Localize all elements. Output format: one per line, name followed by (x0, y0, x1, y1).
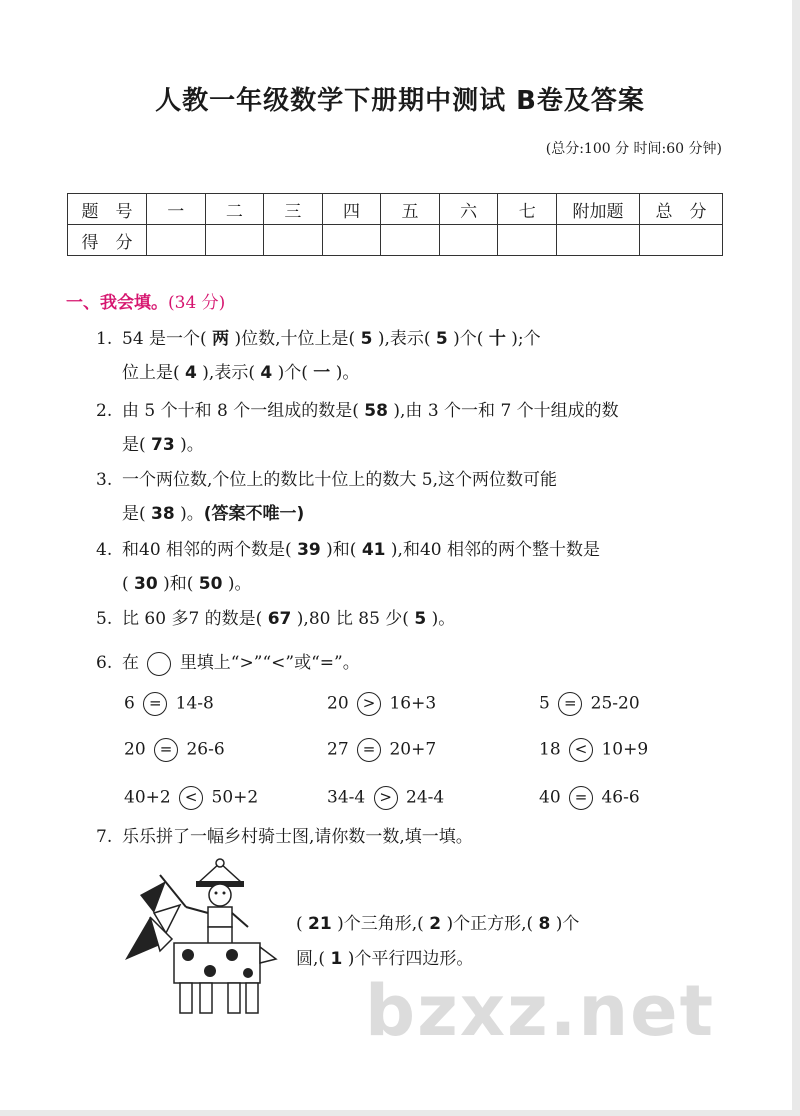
question-text: )个 (555, 914, 580, 934)
comparison-left: 27 (327, 739, 349, 760)
question-text: )。 (335, 363, 360, 383)
comparison-item (124, 738, 225, 762)
answer: 67 (267, 609, 292, 629)
comparison-right: 16+3 (389, 693, 437, 714)
answer: 58 (364, 401, 388, 421)
question-5-line-1 (96, 604, 455, 629)
comparison-sign: > (374, 786, 398, 810)
question-text: 里填上“>”“<”或“=”。 (179, 653, 360, 673)
answer: 十 (488, 329, 506, 349)
comparison-right: 50+2 (211, 787, 259, 808)
answer: 两 (212, 329, 230, 349)
score-cell (205, 225, 264, 256)
question-text: 一个两位数,个位上的数比十位上的数大 5,这个两位数可能 (122, 470, 558, 490)
question-text: ),表示( (202, 363, 255, 383)
answer: 73 (151, 435, 175, 455)
question-1-line-1 (96, 324, 541, 349)
question-text: )。 (227, 574, 252, 594)
section-title: 一、我会填。 (66, 293, 168, 313)
question-7-line-1 (96, 822, 473, 847)
comparison-item (539, 692, 640, 716)
question-text: 位上是( (122, 363, 180, 383)
question-text: 圆,( (296, 949, 326, 969)
answer-note: (答案不唯一) (203, 504, 305, 524)
question-text: )个平行四边形。 (347, 949, 474, 969)
score-cell (640, 225, 723, 256)
question-number: 1. (96, 329, 113, 349)
question-6-line-1 (96, 648, 360, 676)
question-text: ( (122, 574, 129, 594)
answer: 8 (538, 914, 551, 934)
comparison-left: 40 (539, 787, 561, 808)
question-text: )个( (277, 363, 308, 383)
score-cell (147, 225, 206, 256)
answer: 4 (260, 363, 273, 383)
answer: 一 (313, 363, 331, 383)
question-1-line-2 (122, 358, 359, 383)
score-cell: 五 (381, 194, 440, 225)
comparison-left: 34-4 (327, 787, 366, 808)
comparison-item (124, 786, 258, 810)
question-7-line-3 (296, 944, 473, 969)
question-text: )和( (326, 540, 357, 560)
comparison-right: 24-4 (406, 787, 445, 808)
score-table (67, 193, 723, 256)
question-text: )和( (163, 574, 194, 594)
comparison-left: 40+2 (124, 787, 171, 808)
answer: 50 (198, 574, 223, 594)
question-text: 是( (122, 504, 146, 524)
question-text: 是( (122, 435, 146, 455)
comparison-item (124, 692, 214, 716)
answer: 38 (151, 504, 175, 524)
question-text: ),表示( (377, 329, 431, 349)
score-cell: 题 号 (68, 194, 147, 225)
score-cell (381, 225, 440, 256)
question-2-line-2 (122, 430, 204, 455)
comparison-item (539, 786, 640, 810)
question-text: );个 (511, 329, 541, 349)
comparison-item (327, 692, 436, 716)
question-2-line-1 (96, 396, 619, 421)
question-text: )个( (453, 329, 484, 349)
question-text: 由 5 个十和 8 个一组成的数是( (122, 401, 359, 421)
comparison-right: 20+7 (389, 739, 437, 760)
comparison-right: 10+9 (601, 739, 649, 760)
comparison-left: 18 (539, 739, 561, 760)
score-cell: 三 (264, 194, 323, 225)
comparison-left: 6 (124, 693, 135, 714)
answer: 5 (360, 329, 373, 349)
comparison-sign: = (143, 692, 167, 716)
score-table-score-row (68, 225, 723, 256)
question-number: 4. (96, 540, 113, 560)
question-7-line-2 (296, 909, 579, 934)
watermark: bzxz.net (365, 970, 716, 1052)
question-number: 6. (96, 653, 113, 673)
section-points: (34 分) (168, 293, 226, 313)
comparison-left: 20 (327, 693, 349, 714)
question-4-line-1 (96, 535, 600, 560)
score-cell: 二 (205, 194, 264, 225)
question-text: 比 60 多7 的数是( (122, 609, 263, 629)
question-3-line-2 (122, 499, 304, 524)
score-cell: 六 (439, 194, 498, 225)
comparison-right: 26-6 (186, 739, 225, 760)
question-text: )。 (180, 504, 204, 524)
comparison-sign: = (558, 692, 582, 716)
page-title: 人教一年级数学下册期中测试 B卷及答案 (155, 86, 645, 116)
question-text: ),由 3 个一和 7 个十组成的数 (393, 401, 619, 421)
comparison-right: 25-20 (590, 693, 640, 714)
comparison-sign: = (569, 786, 593, 810)
comparison-sign: = (154, 738, 178, 762)
comparison-right: 46-6 (601, 787, 640, 808)
answer: 1 (330, 949, 343, 969)
answer: 5 (414, 609, 427, 629)
answer: 2 (429, 914, 442, 934)
question-3-line-1 (96, 465, 557, 490)
village-knight-picture (120, 855, 280, 1020)
score-cell (322, 225, 381, 256)
comparison-left: 5 (539, 693, 550, 714)
comparison-sign: > (357, 692, 381, 716)
score-cell (498, 225, 557, 256)
comparison-left: 20 (124, 739, 146, 760)
answer: 41 (361, 540, 386, 560)
score-cell: 七 (498, 194, 557, 225)
comparison-sign: = (357, 738, 381, 762)
question-text: 乐乐拼了一幅乡村骑士图,请你数一数,填一填。 (122, 827, 473, 847)
score-cell: 附加题 (557, 194, 640, 225)
comparison-item (327, 738, 436, 762)
question-text: ),80 比 85 少( (296, 609, 409, 629)
comparison-sign: < (569, 738, 593, 762)
question-text: )。 (180, 435, 204, 455)
answer: 39 (297, 540, 321, 560)
question-text: 和40 相邻的两个数是( (122, 540, 292, 560)
page-edge-right (792, 0, 800, 1116)
comparison-item (327, 786, 444, 810)
score-cell: 一 (147, 194, 206, 225)
question-text: 在 (122, 653, 139, 673)
empty-circle-icon (147, 652, 171, 676)
question-number: 2. (96, 401, 113, 421)
score-cell: 得 分 (68, 225, 147, 256)
score-cell (264, 225, 323, 256)
answer: 21 (308, 914, 332, 934)
question-text: ( (296, 914, 303, 934)
question-text: )位数,十位上是( (234, 329, 356, 349)
score-cell (557, 225, 640, 256)
section-heading (66, 288, 225, 313)
comparison-item (539, 738, 648, 762)
score-time-info: (总分:100 分 时间:60 分钟) (545, 141, 722, 157)
answer: 30 (134, 574, 158, 594)
question-text: )个正方形,( (446, 914, 534, 934)
question-text: )个三角形,( (337, 914, 424, 934)
answer: 5 (435, 329, 448, 349)
score-cell: 四 (322, 194, 381, 225)
question-4-line-2 (122, 569, 252, 594)
score-cell: 总 分 (640, 194, 723, 225)
score-cell (439, 225, 498, 256)
question-text: 54 是一个( (122, 329, 207, 349)
question-number: 5. (96, 609, 113, 629)
comparison-right: 14-8 (175, 693, 214, 714)
score-table-header-row (68, 194, 723, 225)
question-number: 3. (96, 470, 113, 490)
question-text: )。 (431, 609, 456, 629)
answer: 4 (185, 363, 197, 383)
question-text: ),和40 相邻的两个整十数是 (390, 540, 600, 560)
question-number: 7. (96, 827, 113, 847)
page-edge-bottom (0, 1110, 800, 1116)
comparison-sign: < (179, 786, 203, 810)
